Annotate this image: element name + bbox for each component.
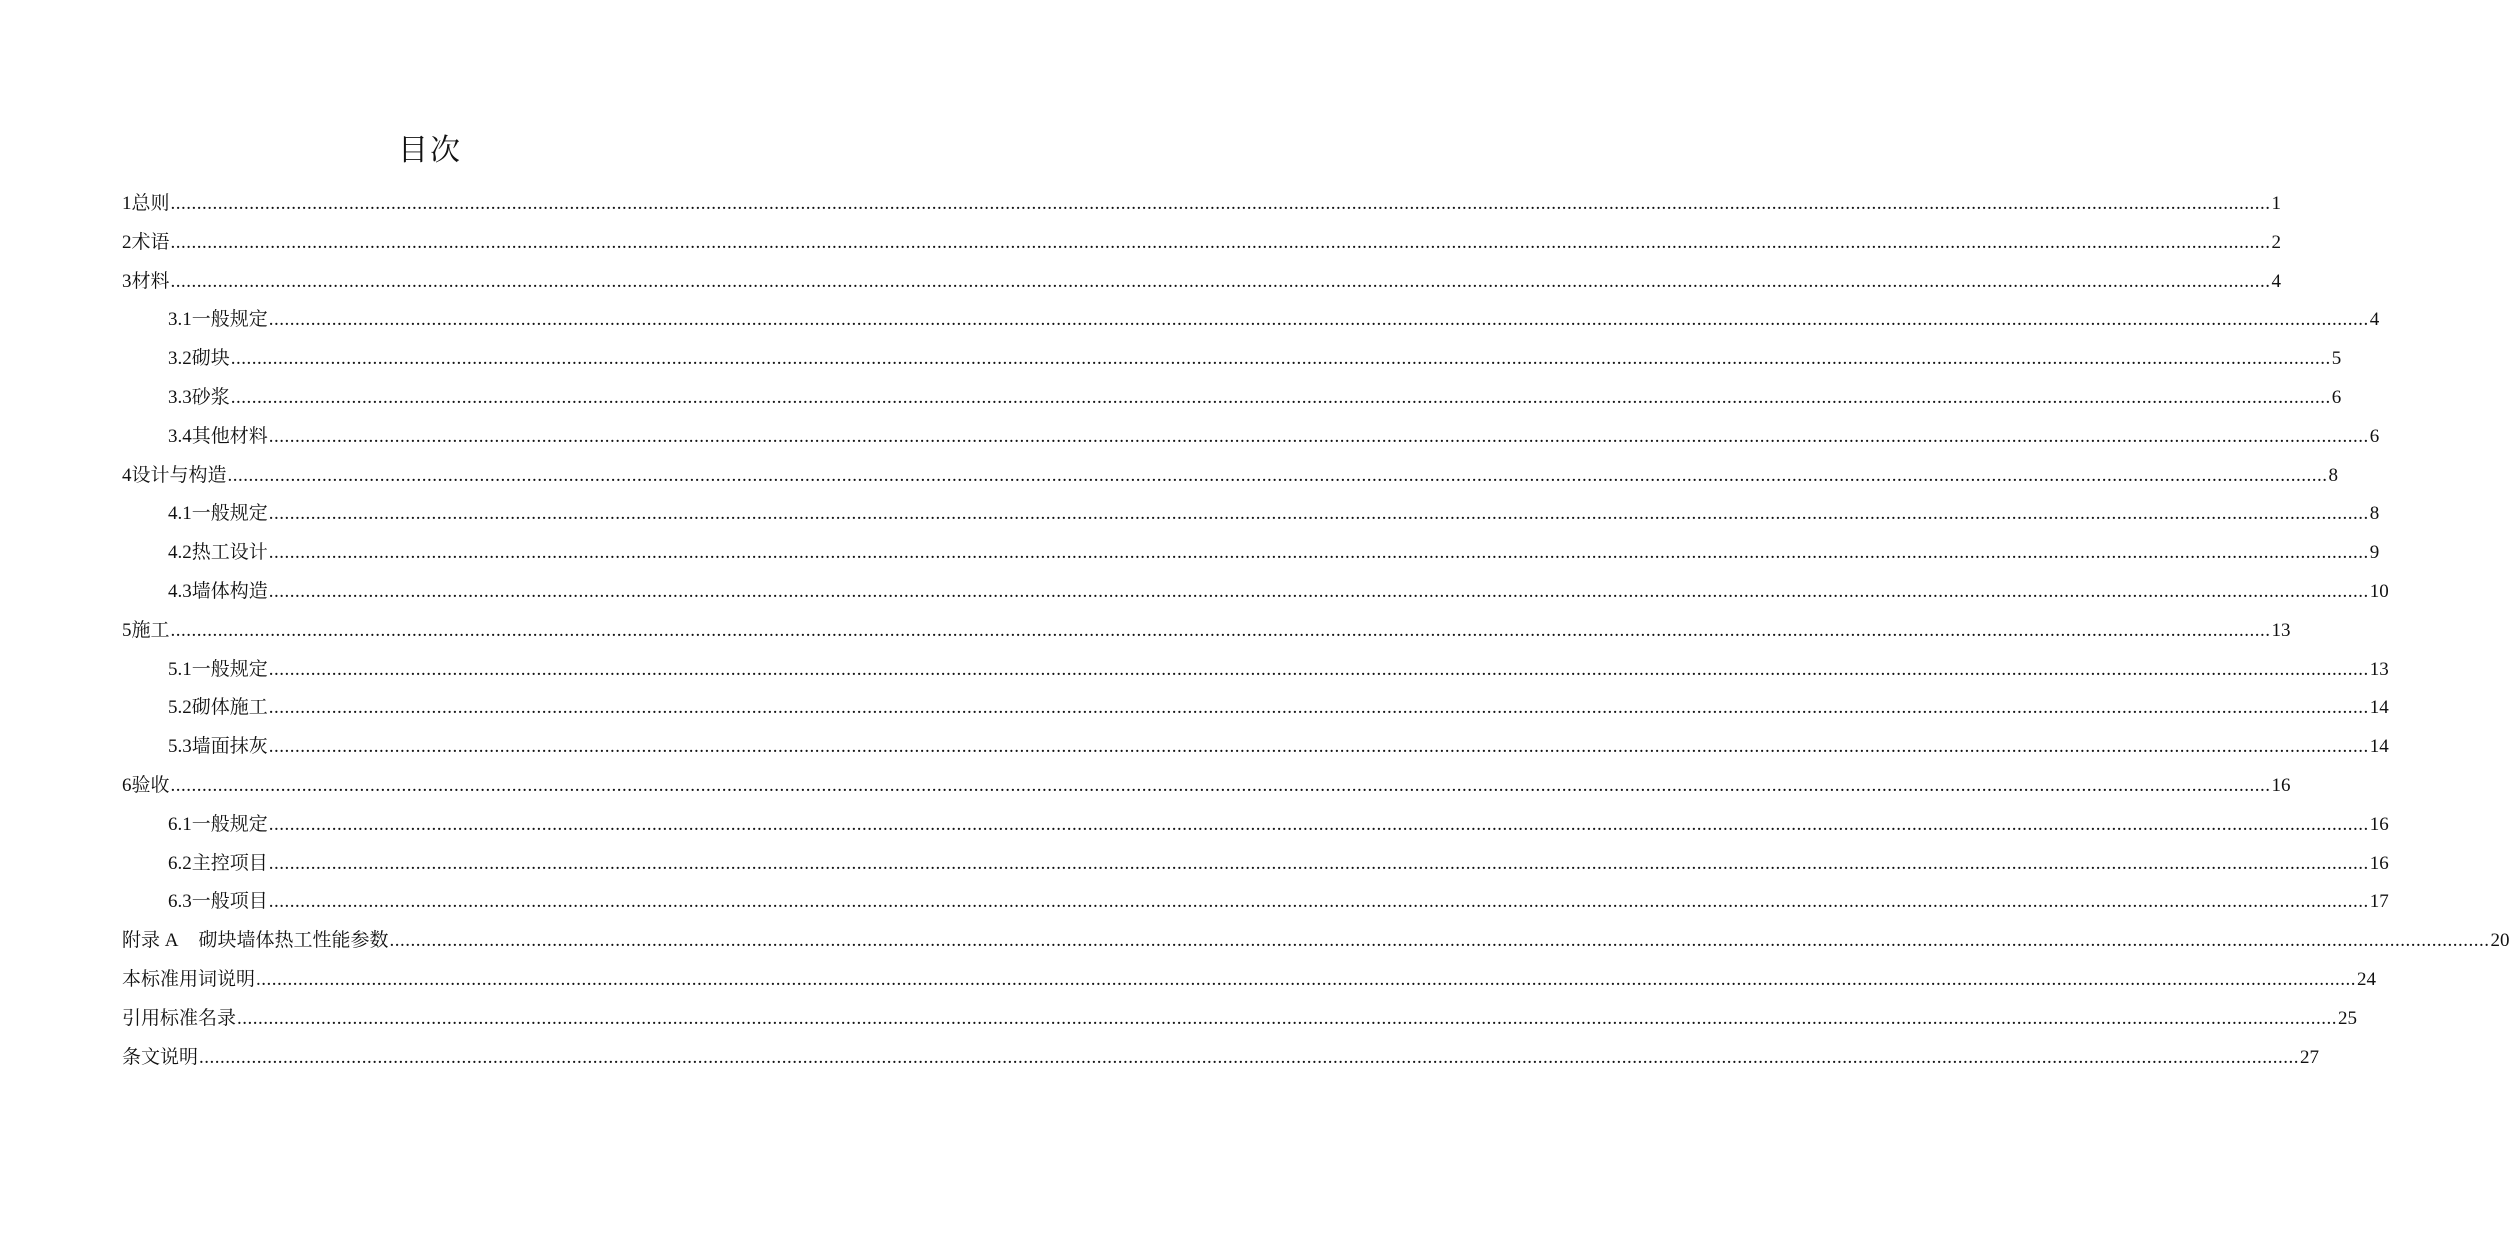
- toc-entry-number: 4.1: [168, 503, 192, 525]
- toc-entry[interactable]: [122, 223, 2282, 262]
- toc-entry-number: 3.2: [168, 348, 192, 370]
- toc-entry[interactable]: [122, 882, 2389, 921]
- dot-leader: ................................................................................................................................................................................................................................................................................................................................................................................................................: [268, 736, 2369, 758]
- table-of-contents: [122, 184, 2510, 1076]
- toc-entry-label: 施工: [131, 618, 170, 641]
- toc-entry[interactable]: [122, 417, 2380, 456]
- toc-entry-page-number: 10: [2369, 580, 2389, 602]
- toc-entry-label: 一般项目: [191, 890, 268, 913]
- toc-entry-number: 5.1: [168, 658, 192, 680]
- toc-entry[interactable]: [122, 960, 2377, 999]
- toc-entry-label: 墙体构造: [191, 579, 268, 602]
- toc-entry-page-number: 1: [2271, 193, 2282, 214]
- toc-entry[interactable]: [122, 999, 2358, 1038]
- toc-entry-page-number: 6: [2369, 425, 2380, 447]
- toc-entry-label: 材料: [131, 269, 170, 292]
- toc-entry-label: 引用标准名录: [122, 1006, 237, 1029]
- dot-leader: ................................................................................................................................................................................................................................................................................................................................................................................................................: [256, 968, 2357, 990]
- toc-entry-label: 本标准用词说明: [122, 967, 256, 990]
- toc-entry-page-number: 27: [2300, 1046, 2320, 1068]
- toc-entry[interactable]: [122, 805, 2389, 844]
- toc-entry-number: 3.1: [168, 309, 192, 331]
- toc-entry-label: 砌体施工: [191, 696, 268, 719]
- toc-entry-page-number: 16: [2271, 774, 2291, 796]
- toc-entry-page-number: 16: [2369, 852, 2389, 874]
- toc-entry-label: 设计与构造: [131, 463, 227, 486]
- toc-entry-page-number: 4: [2271, 270, 2282, 292]
- toc-entry-label: 砌块: [191, 347, 230, 370]
- toc-entry-page-number: 17: [2369, 891, 2389, 913]
- toc-entry-page-number: 14: [2369, 736, 2389, 758]
- toc-entry-number: 3.4: [168, 425, 192, 447]
- toc-entry-number: 5.3: [168, 736, 192, 758]
- dot-leader: ................................................................................................................................................................................................................................................................................................................................................................................................................: [170, 231, 2271, 253]
- toc-entry-page-number: 16: [2369, 813, 2389, 835]
- toc-entry[interactable]: [122, 611, 2291, 650]
- dot-leader: ................................................................................................................................................................................................................................................................................................................................................................................................................: [170, 774, 2271, 796]
- toc-entry-page-number: 13: [2369, 658, 2389, 680]
- toc-entry-label: 砌块墙体热工性能参数: [198, 929, 389, 952]
- toc-entry[interactable]: [122, 184, 2282, 223]
- toc-entry-number: 5.2: [168, 697, 192, 719]
- dot-leader: ................................................................................................................................................................................................................................................................................................................................................................................................................: [268, 425, 2369, 447]
- toc-entry-page-number: 8: [2369, 503, 2380, 525]
- toc-entry[interactable]: [122, 650, 2389, 689]
- toc-entry[interactable]: [122, 727, 2389, 766]
- dot-leader: ................................................................................................................................................................................................................................................................................................................................................................................................................: [199, 1046, 2300, 1068]
- toc-entry-page-number: 14: [2369, 697, 2389, 719]
- toc-entry-label: 一般规定: [191, 657, 268, 680]
- toc-entry-page-number: 9: [2369, 542, 2380, 564]
- toc-entry-page-number: 25: [2338, 1007, 2358, 1029]
- dot-leader: ................................................................................................................................................................................................................................................................................................................................................................................................................: [268, 542, 2369, 564]
- toc-entry[interactable]: [122, 456, 2339, 495]
- toc-entry-label: 一般规定: [191, 502, 268, 525]
- dot-leader: ................................................................................................................................................................................................................................................................................................................................................................................................................: [170, 619, 2271, 641]
- toc-entry[interactable]: [122, 572, 2389, 611]
- toc-entry-page-number: 4: [2369, 309, 2380, 331]
- toc-entry-label: 墙面抹灰: [191, 735, 268, 758]
- toc-entry[interactable]: [122, 1038, 2320, 1077]
- toc-entry[interactable]: [122, 494, 2380, 533]
- toc-entry-number: 6: [122, 774, 132, 796]
- toc-entry-page-number: 2: [2271, 231, 2282, 253]
- dot-leader: ................................................................................................................................................................................................................................................................................................................................................................................................................: [268, 813, 2369, 835]
- toc-entry-number: 3.3: [168, 386, 192, 408]
- toc-entry-number: 4: [122, 464, 132, 486]
- dot-leader: ................................................................................................................................................................................................................................................................................................................................................................................................................: [227, 464, 2328, 486]
- toc-entry-number: 6.1: [168, 813, 192, 835]
- toc-entry[interactable]: [122, 766, 2291, 805]
- dot-leader: ................................................................................................................................................................................................................................................................................................................................................................................................................: [268, 580, 2369, 602]
- dot-leader: ................................................................................................................................................................................................................................................................................................................................................................................................................: [170, 270, 2271, 292]
- dot-leader: ................................................................................................................................................................................................................................................................................................................................................................................................................: [230, 386, 2331, 408]
- toc-entry-label: 热工设计: [191, 541, 268, 564]
- dot-leader: ................................................................................................................................................................................................................................................................................................................................................................................................................: [268, 697, 2369, 719]
- toc-entry-label: 一般规定: [191, 812, 268, 835]
- toc-entry-label: 条文说明: [122, 1045, 199, 1068]
- toc-entry[interactable]: [122, 533, 2380, 572]
- toc-entry-number: 4.2: [168, 542, 192, 564]
- toc-entry-label: 验收: [131, 773, 170, 796]
- toc-entry-page-number: 24: [2357, 968, 2377, 990]
- dot-leader: ................................................................................................................................................................................................................................................................................................................................................................................................................: [268, 503, 2369, 525]
- dot-leader: ................................................................................................................................................................................................................................................................................................................................................................................................................: [268, 891, 2369, 913]
- toc-entry-page-number: 13: [2271, 619, 2291, 641]
- toc-entry-number: 6.2: [168, 852, 192, 874]
- toc-entry-number: 4.3: [168, 580, 192, 602]
- dot-leader: ................................................................................................................................................................................................................................................................................................................................................................................................................: [268, 852, 2369, 874]
- toc-entry-label: 总则: [131, 192, 170, 214]
- toc-entry[interactable]: [122, 844, 2389, 883]
- toc-entry-page-number: 8: [2328, 464, 2339, 486]
- toc-entry-number: 附录 A: [122, 930, 179, 952]
- toc-entry-label: 一般规定: [191, 308, 268, 331]
- toc-entry-number: 2: [122, 231, 132, 253]
- toc-entry-number: 6.3: [168, 891, 192, 913]
- toc-entry[interactable]: [122, 262, 2282, 301]
- toc-entry-page-number: 6: [2331, 386, 2342, 408]
- toc-entry[interactable]: [122, 378, 2342, 417]
- toc-entry-label: 术语: [131, 230, 170, 253]
- dot-leader: ................................................................................................................................................................................................................................................................................................................................................................................................................: [237, 1007, 2338, 1029]
- dot-leader: ................................................................................................................................................................................................................................................................................................................................................................................................................: [268, 309, 2369, 331]
- toc-entry-number: 5: [122, 619, 132, 641]
- dot-leader: ................................................................................................................................................................................................................................................................................................................................................................................................................: [170, 193, 2271, 214]
- toc-entry-label: 砂浆: [191, 385, 230, 408]
- toc-entry[interactable]: [122, 300, 2380, 339]
- toc-entry-page-number: 5: [2331, 348, 2342, 370]
- toc-entry-label: 主控项目: [191, 851, 268, 874]
- toc-entry-number: 3: [122, 270, 132, 292]
- page-title: 目次: [398, 133, 462, 168]
- toc-entry-page-number: 20: [2490, 930, 2510, 952]
- toc-entry[interactable]: [122, 339, 2342, 378]
- toc-entry[interactable]: [122, 688, 2389, 727]
- dot-leader: ................................................................................................................................................................................................................................................................................................................................................................................................................: [389, 930, 2490, 952]
- toc-entry-label: 其他材料: [191, 424, 268, 447]
- dot-leader: ................................................................................................................................................................................................................................................................................................................................................................................................................: [230, 348, 2331, 370]
- toc-entry-number: 1: [122, 193, 132, 214]
- toc-entry[interactable]: [122, 921, 2510, 960]
- dot-leader: ................................................................................................................................................................................................................................................................................................................................................................................................................: [268, 658, 2369, 680]
